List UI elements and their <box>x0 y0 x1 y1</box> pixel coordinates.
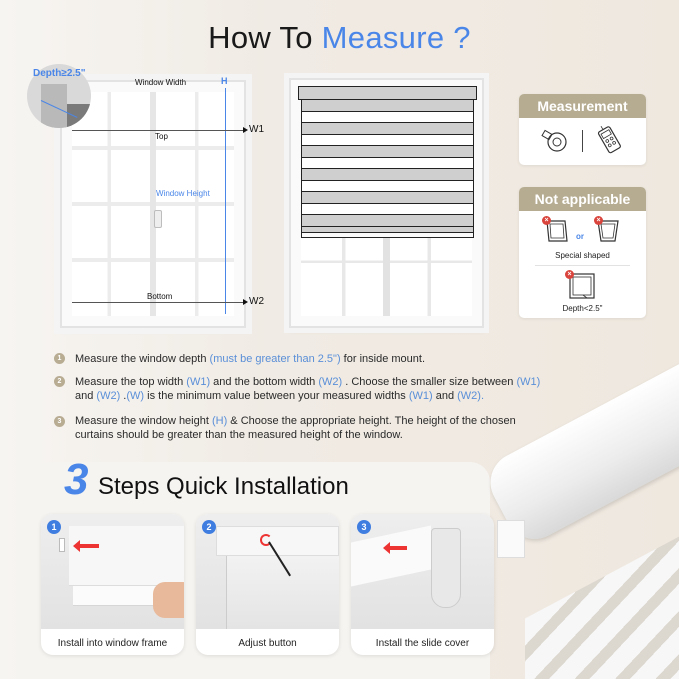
depth-label: Depth≥2.5" <box>33 68 86 79</box>
text: Measure the top width <box>75 376 187 388</box>
measurement-card-header: Measurement <box>519 94 646 118</box>
title-accent: Measure ? <box>321 20 471 55</box>
text: curtains should be greater than the measured height of the window. <box>75 429 403 441</box>
step-number-2: 2 <box>54 376 65 387</box>
blind-cassette <box>298 86 477 100</box>
text: for inside mount. <box>340 353 425 365</box>
text: . <box>120 390 127 402</box>
step-badge-2: 2 <box>202 520 216 534</box>
x-icon: × <box>565 270 574 279</box>
step-2-photo <box>196 514 339 629</box>
measurement-card <box>519 94 646 165</box>
step-3-photo <box>351 514 494 629</box>
roller-end-bracket <box>497 520 525 558</box>
laser-meter-icon <box>595 124 623 156</box>
top-label: Top <box>155 132 168 141</box>
divider <box>582 130 583 152</box>
window-with-blinds-diagram <box>289 78 484 328</box>
step-caption-1: Install into window frame <box>57 638 168 649</box>
step-badge-3: 3 <box>357 520 371 534</box>
top-width-line <box>72 130 244 131</box>
x-icon: × <box>542 216 551 225</box>
install-title: Steps Quick Installation <box>98 473 349 500</box>
divider <box>535 265 630 266</box>
window-lower-pane <box>301 238 472 316</box>
text: and <box>432 390 458 402</box>
highlight: (W2). <box>457 390 485 402</box>
x-icon: × <box>594 216 603 225</box>
hand-image <box>153 582 184 618</box>
or-label: or <box>576 232 584 241</box>
big-number-3: 3 <box>64 455 89 504</box>
window-height-label: Window Height <box>156 189 210 198</box>
install-step-1 <box>41 514 184 655</box>
bottom-width-line <box>72 302 244 303</box>
step-number-3: 3 <box>54 416 65 427</box>
text: Measure the window height <box>75 415 212 427</box>
text: is the minimum value between your measured widths <box>144 390 409 402</box>
text: and <box>75 390 97 402</box>
w1-label: W1 <box>249 124 264 135</box>
highlight: (W1) <box>408 390 433 402</box>
highlight: (W2) <box>96 390 121 402</box>
not-applicable-header: Not applicable <box>519 187 646 211</box>
install-step-3 <box>351 514 494 655</box>
text: and the bottom width <box>210 376 319 388</box>
tape-measure-icon <box>541 126 569 154</box>
page-title <box>0 20 679 56</box>
instruction-2 <box>75 375 635 403</box>
red-arrow-icon <box>79 544 99 548</box>
depth-less-label: Depth<2.5" <box>562 304 603 313</box>
step-caption-3: Install the slide cover <box>375 638 470 649</box>
height-h-label: H <box>221 76 228 86</box>
highlight: (W1) <box>186 376 211 388</box>
highlight: (W1) <box>516 376 541 388</box>
install-step-2 <box>196 514 339 655</box>
highlight: (must be greater than 2.5") <box>209 353 341 365</box>
bottom-label: Bottom <box>147 292 173 301</box>
highlight: (W) <box>126 390 145 402</box>
zebra-blind <box>301 100 474 238</box>
step-caption-2: Adjust button <box>238 638 297 649</box>
height-measure-line <box>225 88 226 314</box>
window-width-label: Window Width <box>135 78 187 87</box>
arrow-right-icon <box>243 127 248 133</box>
highlight: (W2) <box>318 376 343 388</box>
w2-label: W2 <box>249 296 264 307</box>
shallow-depth-window-icon <box>569 273 595 304</box>
window-pane <box>72 92 234 316</box>
window-handle <box>154 210 162 228</box>
step-badge-1: 1 <box>47 520 61 534</box>
highlight: (H) <box>211 415 228 427</box>
red-arrow-icon <box>389 546 407 550</box>
arrow-right-icon <box>243 299 248 305</box>
instruction-1 <box>75 352 425 366</box>
special-shaped-label: Special shaped <box>555 251 610 260</box>
title-prefix: How To <box>208 20 322 55</box>
step-number-1: 1 <box>54 353 65 364</box>
text: Measure the window depth <box>75 353 210 365</box>
step-1-photo <box>41 514 184 629</box>
not-applicable-card <box>519 187 646 318</box>
text: & Choose the appropriate height. The height of the chosen <box>227 415 516 427</box>
text: . Choose the smaller size between <box>342 376 517 388</box>
